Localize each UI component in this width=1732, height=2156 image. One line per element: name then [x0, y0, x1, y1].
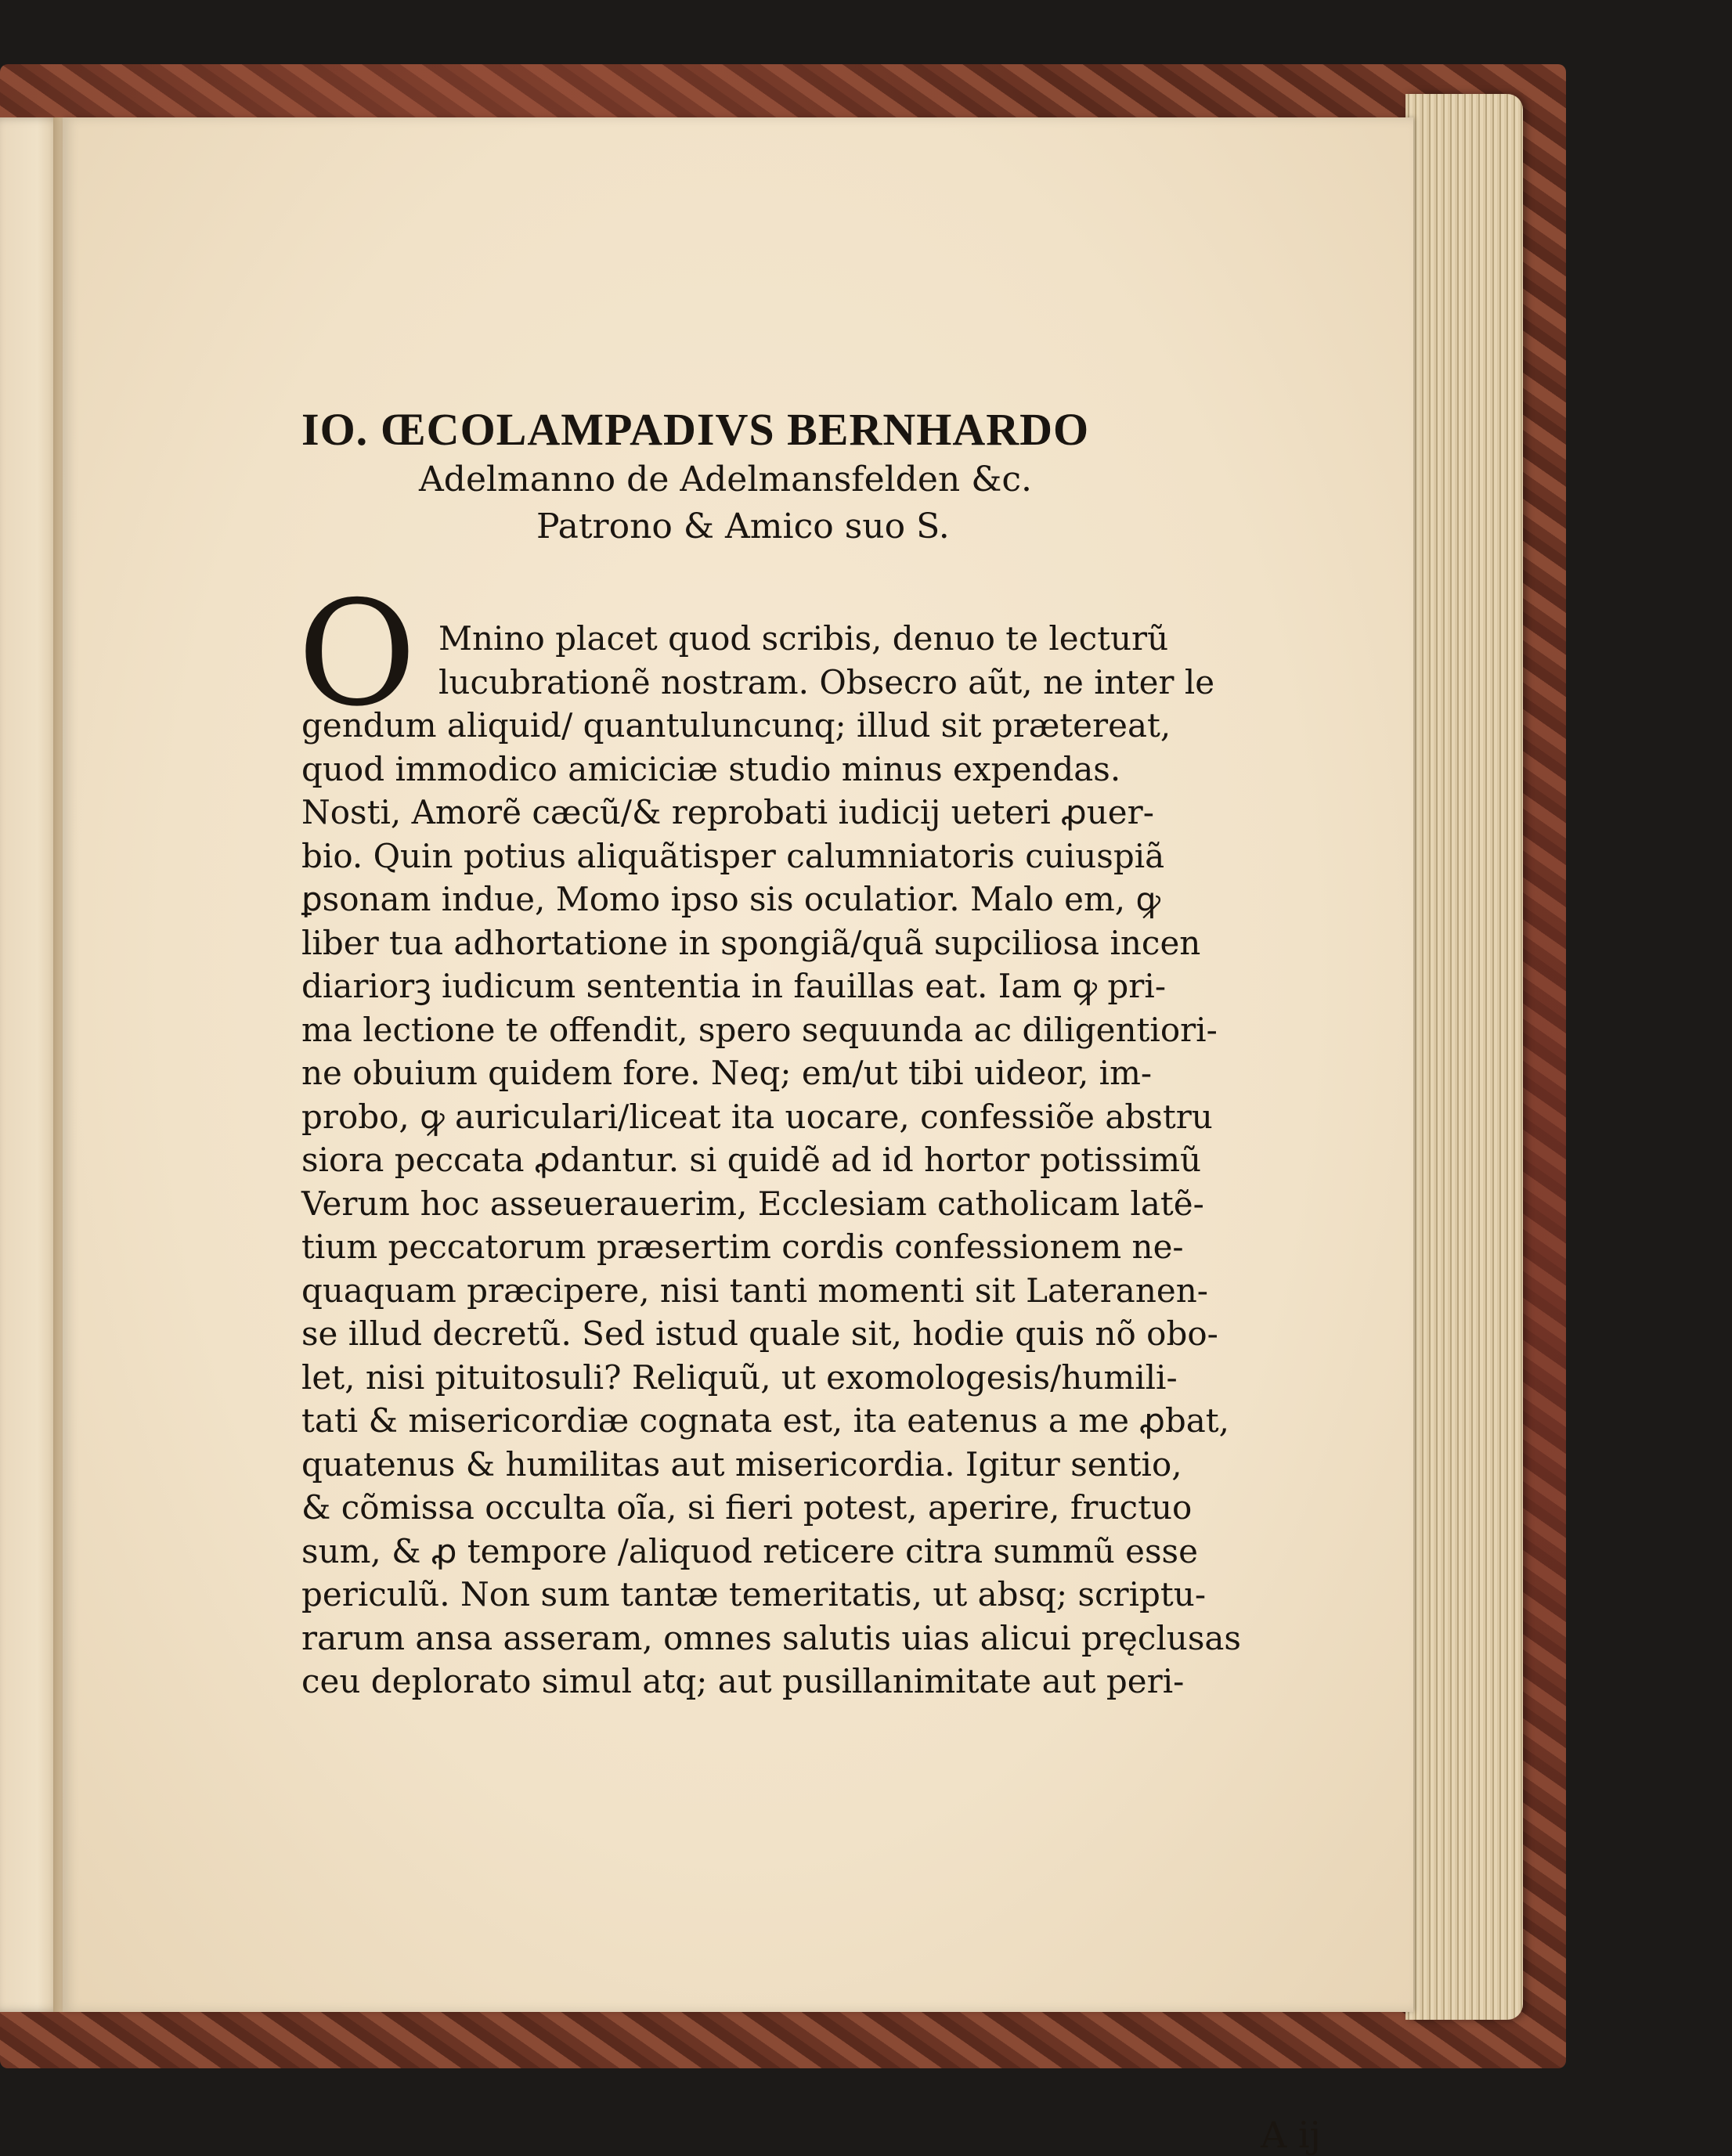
body-line: quaquam præcipere, nisi tanti momenti sit Lateranen-	[301, 1271, 1208, 1310]
page-title: IO. ŒCOLAMPADIVS BERNHARDO	[301, 404, 1090, 455]
page-stack-edge	[1405, 94, 1523, 2020]
subtitle-line-1: Adelmanno de Adelmansfelden &c.	[419, 460, 1032, 499]
body-line: periculũ. Non sum tantæ temeritatis, ut absq; scriptu-	[301, 1575, 1207, 1613]
body-line: probo, ꝙ auriculari/liceat ita uocare, confessiõe abstru	[301, 1097, 1213, 1136]
body-line: gendum aliquid/ quantuluncunq; illud sit prætereat,	[301, 706, 1171, 745]
body-line: let, nisi pituitosuli? Reliquũ, ut exomologesis/humili-	[301, 1357, 1178, 1397]
body-line: rarum ansa asseram, omnes salutis uias alicui pręclusas	[301, 1618, 1241, 1657]
body-line: quod immodico amiciciæ studio minus expendas.	[301, 749, 1121, 788]
body-line: ceu deplorato simul atq; aut pusillanimitate aut peri-	[301, 1662, 1185, 1700]
body-line: liber tua adhortatione in spongiã/quã supciliosa incen	[301, 923, 1201, 962]
body-line: tati & misericordiæ cognata est, ita eatenus a me ꝓbat,	[301, 1401, 1230, 1440]
subtitle-line-2: Patrono & Amico suo S.	[536, 507, 950, 546]
body-line: diariorꝫ iudicum sententia in fauillas eat. Iam ꝙ pri-	[301, 967, 1167, 1005]
signature-mark: A ij	[1261, 2114, 1321, 2156]
body-line: quatenus & humilitas aut misericordia. Igitur sentio,	[301, 1444, 1182, 1484]
body-line: Mnino placet quod scribis, denuo te lecturũ	[438, 619, 1169, 658]
body-line: siora peccata ꝓdantur. si quidẽ ad id hortor potissimũ	[301, 1141, 1202, 1179]
body-line: ꝑsonam indue, Momo ipso sis oculatior. Malo em, ꝙ	[301, 880, 1161, 918]
drop-capital: O	[298, 569, 417, 738]
body-line: Verum hoc asseuerauerim, Ecclesiam catholicam latẽ-	[301, 1184, 1204, 1223]
text-block	[298, 403, 1321, 2156]
body-line: lucubrationẽ nostram. Obsecro aũt, ne inter le	[438, 662, 1215, 701]
body-line: bio. Quin potius aliquãtisper calumniatoris cuiuspiã	[301, 836, 1165, 875]
body-line: ne obuium quidem fore. Neq; em/ut tibi uideor, im-	[301, 1054, 1153, 1092]
body-line: Nosti, Amorẽ cæcũ/& reprobati iudicij ueteri ꝓuer-	[301, 793, 1154, 831]
body-line: sum, & ꝓ tempore /aliquod reticere citra summũ esse	[301, 1531, 1198, 1570]
body-line: se illud decretũ. Sed istud quale sit, hodie quis nõ obo-	[301, 1314, 1218, 1353]
body-line: & cõmissa occulta oĩa, si fieri potest, aperire, fructuo	[301, 1488, 1193, 1527]
body-line: tium peccatorum præsertim cordis confessionem ne-	[301, 1228, 1184, 1266]
recto-page	[63, 117, 1413, 2156]
letter-body	[301, 617, 1241, 1704]
body-line: ma lectione te offendit, spero sequunda ac diligentiori-	[301, 1010, 1218, 1049]
